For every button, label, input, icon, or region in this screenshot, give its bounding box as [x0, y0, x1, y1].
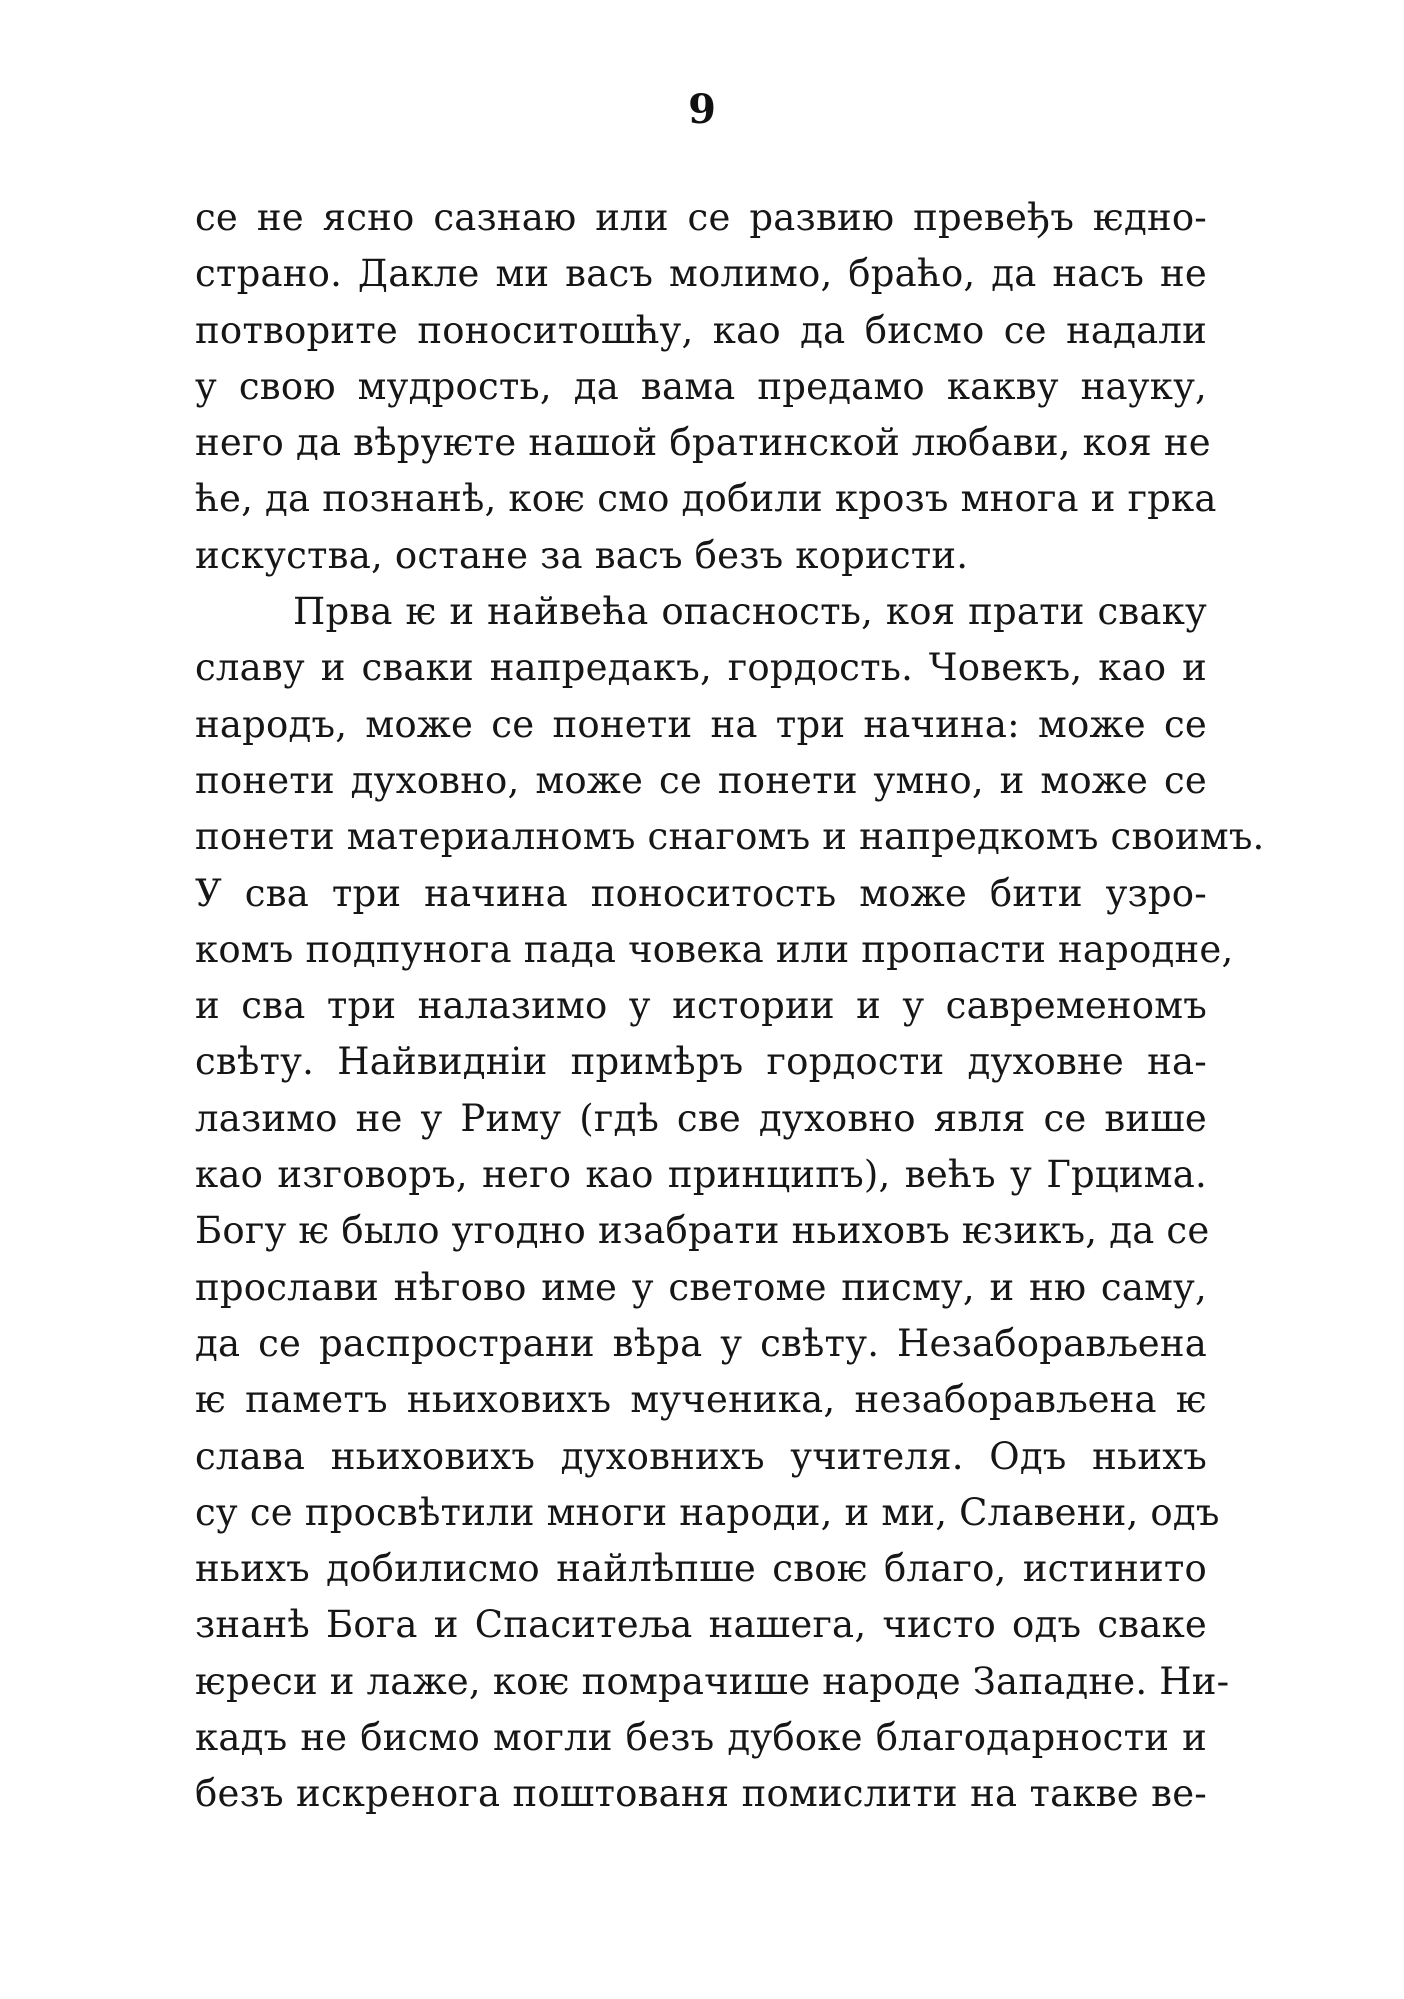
text-line: и сва три налазимо у истории и у савременомъ [195, 984, 1207, 1028]
text-line: славу и сваки напредакъ, гордость. Човекъ, као и [195, 646, 1207, 690]
text-line: се не ясно сазнаю или се развию превеђъ ѥдно- [195, 196, 1207, 239]
paragraph-start-line: Прва ѥ и найвећа опасность, коя прати сваку [293, 590, 1207, 634]
text-line: свѣту. Найвидніи примѣръ гордости духовне на- [195, 1040, 1207, 1084]
page-number: 9 [688, 86, 716, 133]
text-line: ньихъ добилисмо найлѣпше своѥ благо, истинито [195, 1547, 1207, 1591]
text-line: потворите поноситошћу, као да бисмо се надали [195, 308, 1207, 352]
text-line: прослави нѣгово име у светоме писму, и ню саму, [195, 1265, 1207, 1309]
text-line: да се распространи вѣра у свѣту. Незаборављена [195, 1321, 1207, 1365]
text-line: народъ, може се понети на три начина: може се [195, 702, 1207, 746]
text-line: лазимо не у Риму (гдѣ све духовно явля се више [195, 1096, 1207, 1140]
text-line: понети духовно, може се понети умно, и може се [195, 758, 1207, 802]
text-line: ѥреси и лаже, коѥ помрачише народе Западне. Ни- [195, 1659, 1230, 1703]
text-line: знанѣ Бога и Спаситеља нашега, чисто одъ сваке [195, 1603, 1207, 1647]
text-line: као изговоръ, него као принципъ), већъ у Грцима. [195, 1153, 1207, 1197]
text-line: комъ подпунога пада човека или пропасти народне, [195, 927, 1234, 971]
body-text [195, 190, 1265, 1823]
paragraph-end-line: искуства, остане за васъ безъ користи. [195, 533, 969, 577]
text-line: кадъ не бисмо могли безъ дубоке благодарности и [195, 1716, 1207, 1760]
text-line: понети материалномъ снагомъ и напредкомъ своимъ. [195, 815, 1265, 859]
text-line: безъ искренога поштованя помислити на такве ве- [195, 1772, 1207, 1816]
text-line: него да вѣруѥте нашой братинской любави, коя не [195, 421, 1211, 465]
text-line: ѥ паметъ ньиховихъ мученика, незаборављена ѥ [195, 1378, 1207, 1422]
text-line: у свою мудрость, да вама предамо какву науку, [195, 364, 1207, 408]
text-line: страно. Дакле ми васъ молимо, браћо, да насъ не [195, 252, 1207, 296]
text-line: У сва три начина поноситость може бити узро- [195, 871, 1207, 915]
text-line: су се просвѣтили многи народи, и ми, Славени, одъ [195, 1490, 1220, 1534]
text-line: Богу ѥ было угодно изабрати ньиховъ ѥзикъ, да се [195, 1209, 1210, 1253]
text-line: слава ньиховихъ духовнихъ учителя. Одъ ньихъ [195, 1434, 1207, 1478]
text-line: ће, да познанѣ, коѥ смо добили крозъ многа и грка [195, 477, 1217, 521]
